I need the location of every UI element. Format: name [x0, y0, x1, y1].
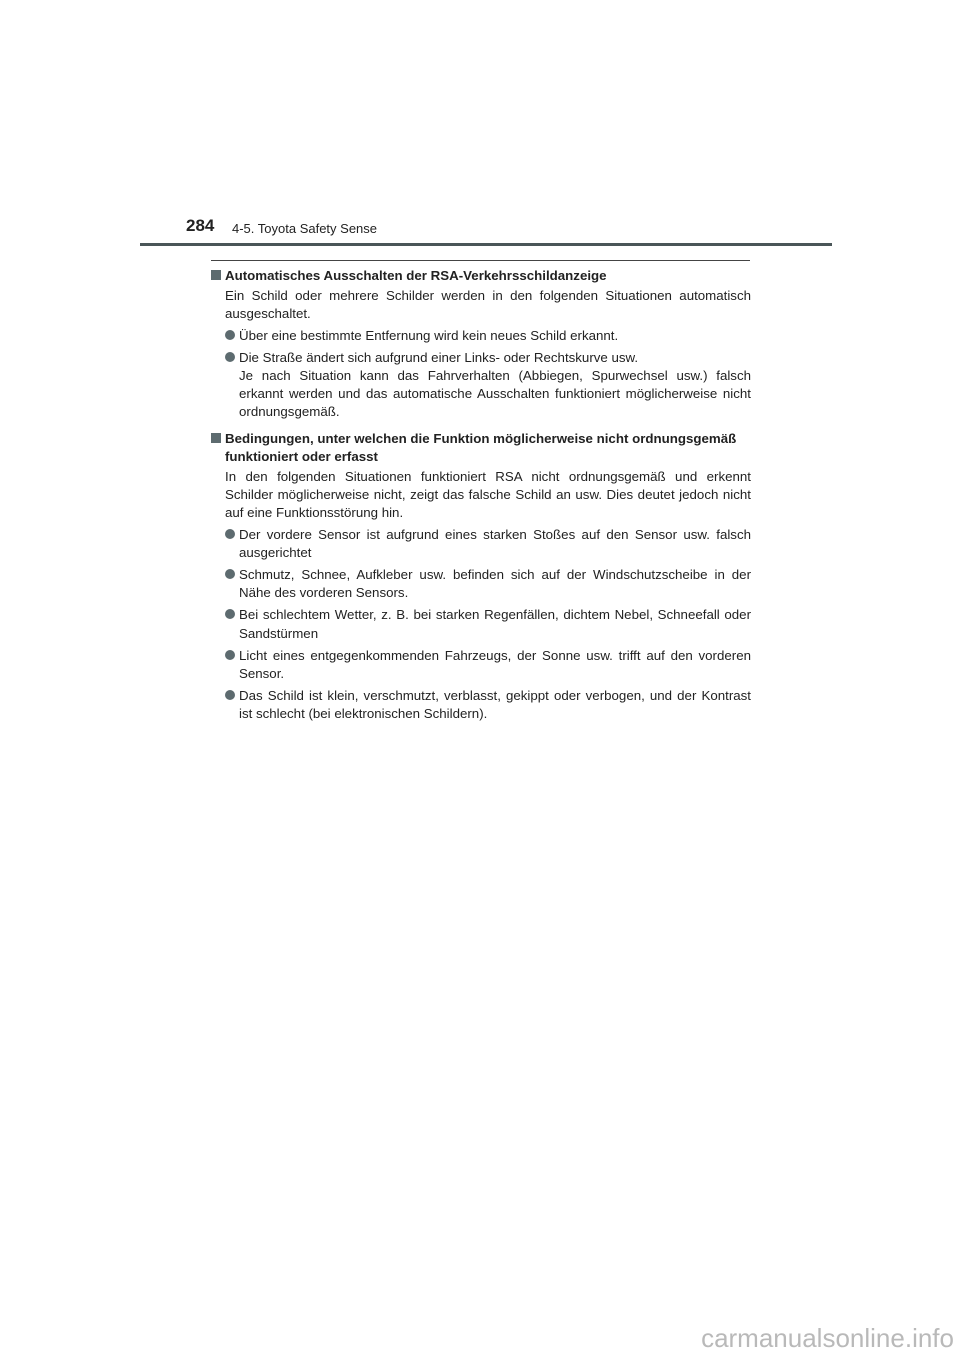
- section-intro: In den folgenden Situationen funktioniert RSA nicht ordnungsgemäß und erkennt Schilder möglicherweise nicht, zeigt das falsche Schild an usw. Dies deutet jedoch nicht auf eine Funktionsstörung hin.: [225, 469, 751, 521]
- list-item: Der vordere Sensor ist aufgrund eines starken Stoßes auf den Sensor usw. falsch ausgerichtet: [211, 526, 751, 562]
- list-item: Die Straße ändert sich aufgrund einer Links- oder Rechtskurve usw. Je nach Situation kann das Fahrverhalten (Abbiegen, Spurwechsel usw.) falsch erkannt werden und das automatische Ausschalten funktioniert möglicherweise nicht ordnungsgemäß.: [211, 349, 751, 422]
- circle-bullet-icon: [225, 650, 235, 660]
- list-item: Licht eines entgegenkommenden Fahrzeugs, der Sonne usw. trifft auf den vorderen Sensor.: [211, 647, 751, 683]
- watermark: carmanualsonline.info: [701, 1323, 954, 1353]
- chapter-title: 4-5. Toyota Safety Sense: [232, 221, 378, 236]
- square-bullet-icon: [211, 270, 221, 280]
- section-heading: Automatisches Ausschalten der RSA-Verkehrsschildanzeige: [211, 267, 751, 285]
- header-rule: [140, 243, 832, 246]
- list-item: Das Schild ist klein, verschmutzt, verblasst, gekippt oder verbogen, und der Kontrast ist schlecht (bei elektronischen Schildern).: [211, 687, 751, 723]
- list-item: Bei schlechtem Wetter, z. B. bei starken Regenfällen, dichtem Nebel, Schneefall oder Sandstürmen: [211, 606, 751, 642]
- circle-bullet-icon: [225, 529, 235, 539]
- section-intro: Ein Schild oder mehrere Schilder werden in den folgenden Situationen automatisch ausgeschaltet.: [225, 288, 751, 322]
- section-conditions: [211, 430, 751, 724]
- page-content: [211, 267, 751, 728]
- section-heading: Bedingungen, unter welchen die Funktion möglicherweise nicht ordnungsgemäß funktioniert oder erfasst: [211, 430, 751, 466]
- circle-bullet-icon: [225, 690, 235, 700]
- circle-bullet-icon: [225, 609, 235, 619]
- circle-bullet-icon: [225, 330, 235, 340]
- circle-bullet-icon: [225, 569, 235, 579]
- square-bullet-icon: [211, 433, 221, 443]
- section-auto-off: [211, 267, 751, 422]
- bullet-note: Je nach Situation kann das Fahrverhalten (Abbiegen, Spurwechsel usw.) falsch erkannt werden und das automatische Ausschalten funktioniert möglicherweise nicht ordnungsgemäß.: [239, 368, 751, 420]
- list-item: Schmutz, Schnee, Aufkleber usw. befinden sich auf der Windschutzscheibe in der Nähe des vorderen Sensors.: [211, 566, 751, 602]
- page-number: 284: [186, 216, 215, 235]
- section-rule: [211, 260, 750, 261]
- list-item: Über eine bestimmte Entfernung wird kein neues Schild erkannt.: [211, 327, 751, 345]
- circle-bullet-icon: [225, 352, 235, 362]
